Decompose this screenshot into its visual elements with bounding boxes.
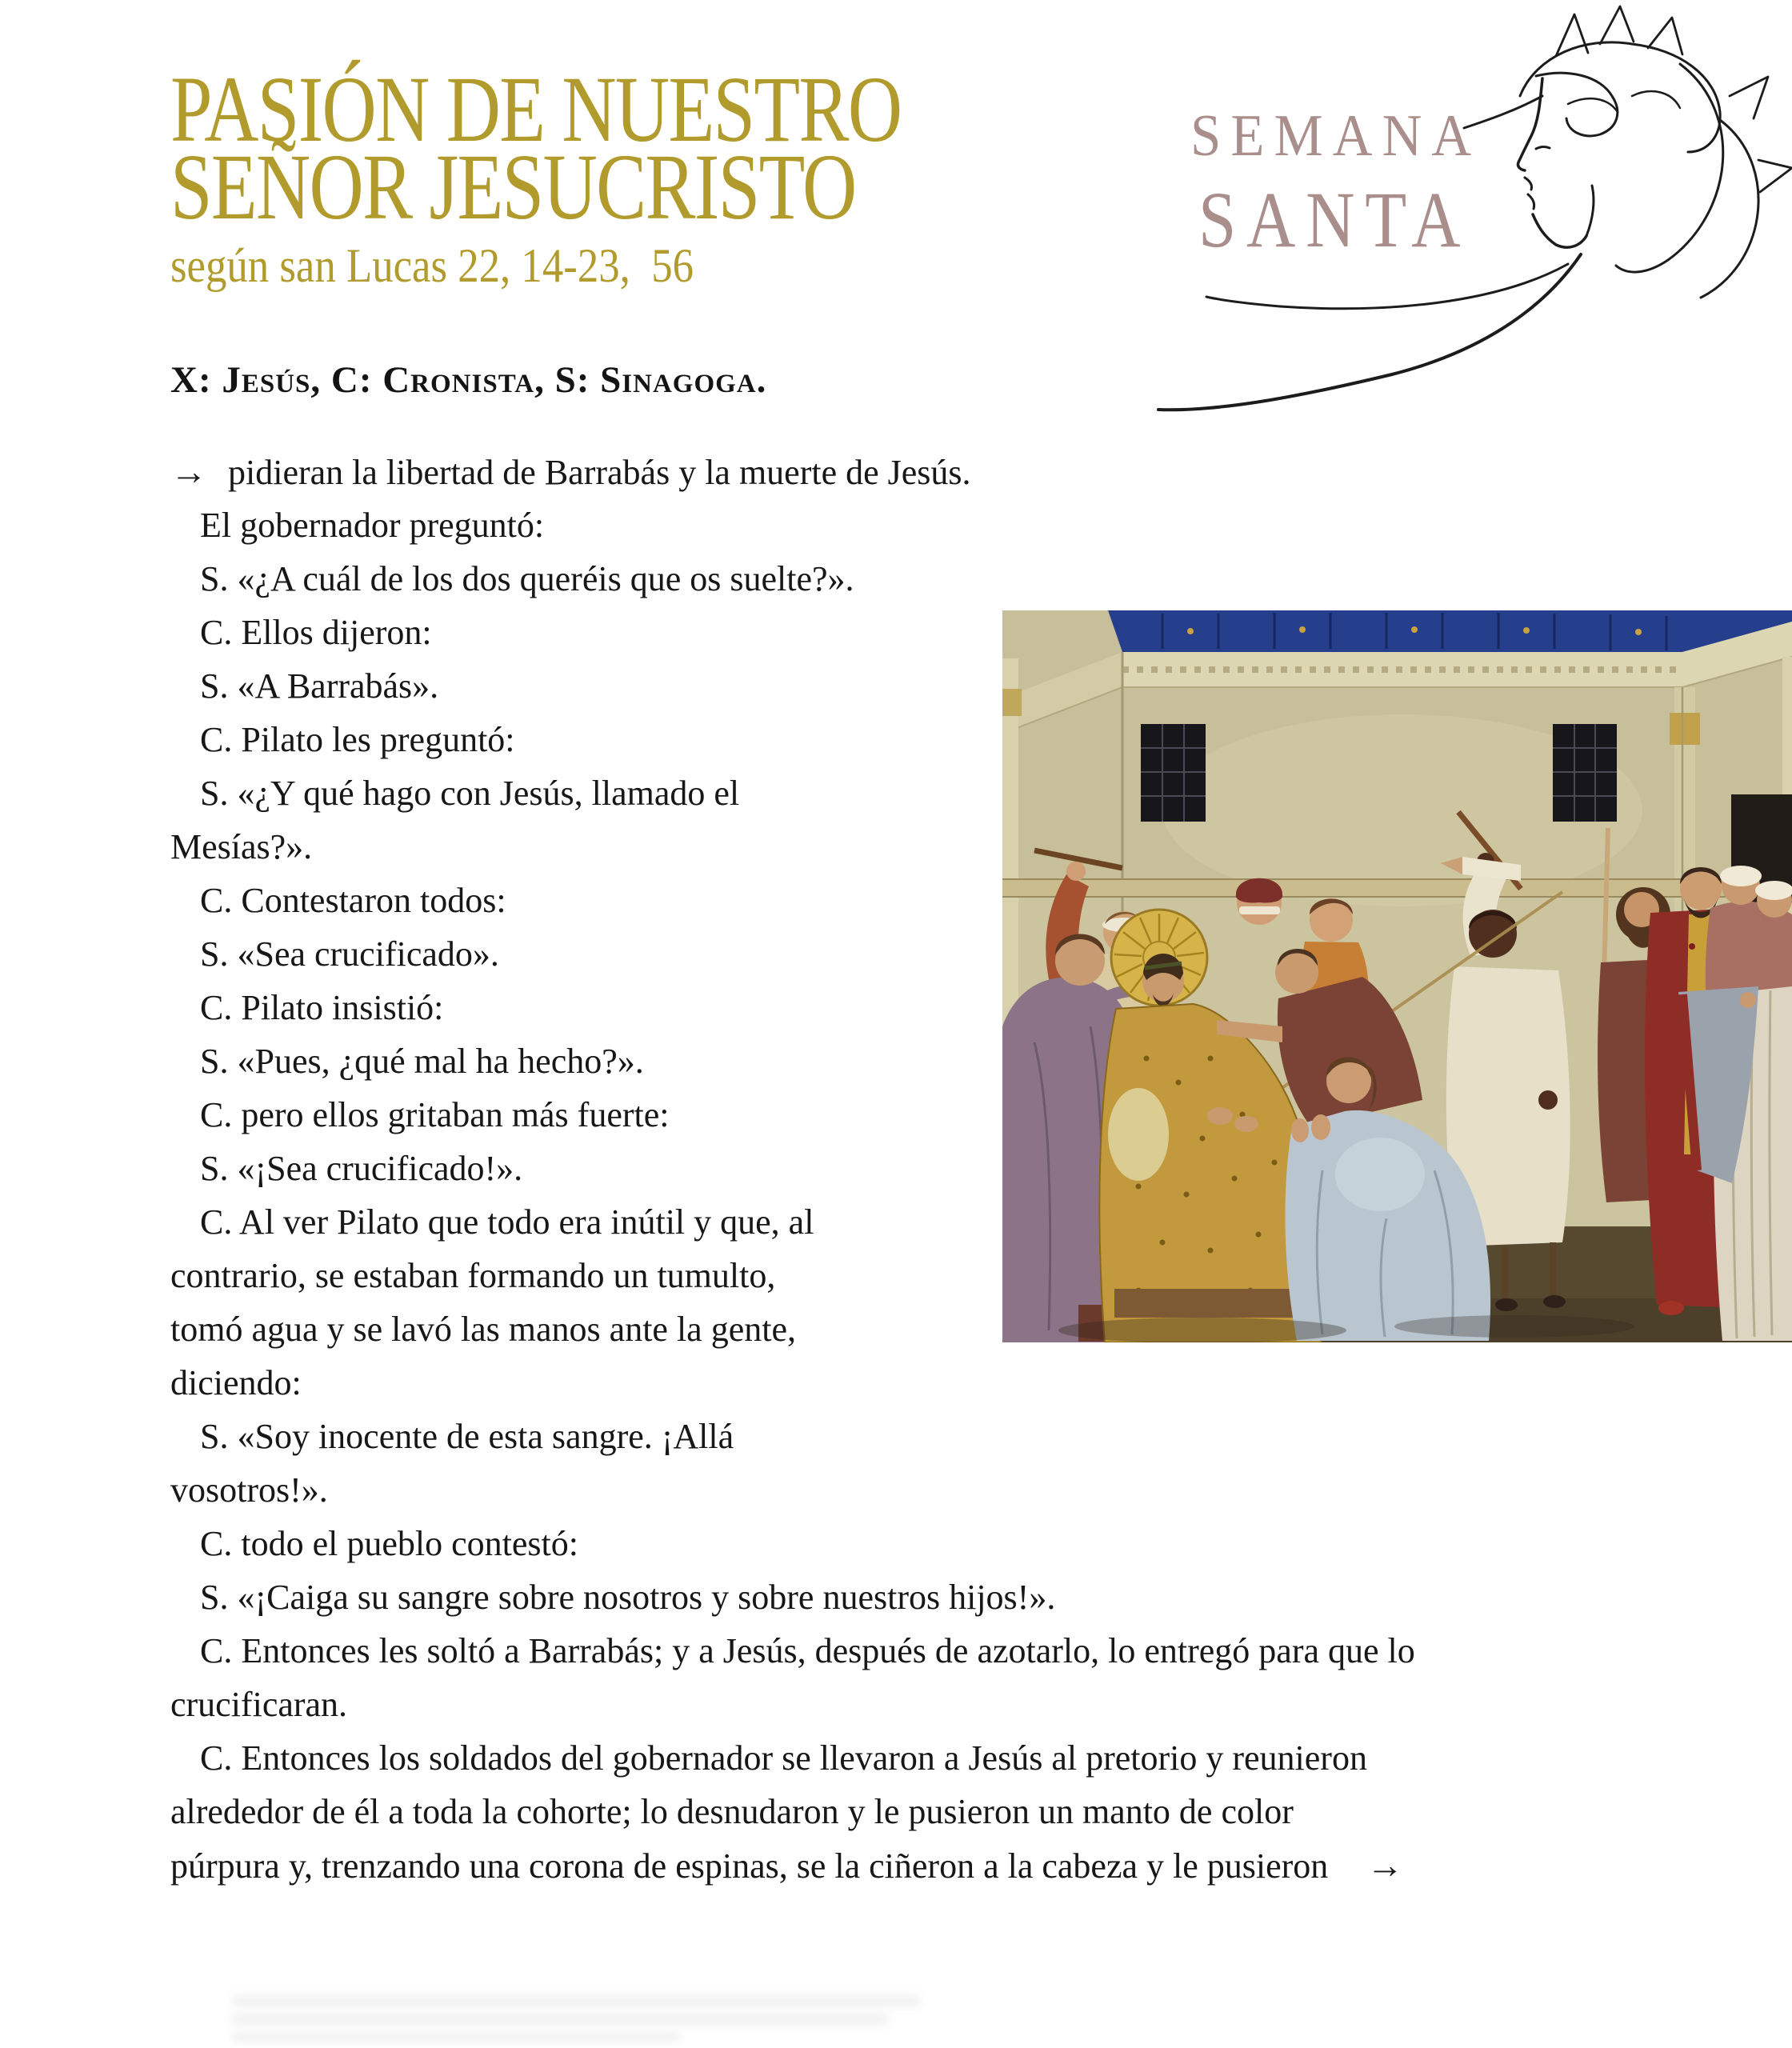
christ-face-line-art-icon [1120,0,1792,436]
reading-line: C. Al ver Pilato que todo era inútil y que, al [200,1202,814,1242]
reading-line: tomó agua y se lavó las manos ante la gente, [170,1310,796,1349]
reading-line: S. «¿Y qué hago con Jesús, llamado el [200,774,740,813]
cast-key-line: X: Jesús, C: Cronista, S: Sinagoga. [170,359,767,401]
logo-word-santa: SANTA [1198,175,1471,264]
reading-line: S. «¡Sea crucificado!». [200,1149,523,1188]
reading-line: C. Pilato insistió: [200,988,444,1027]
page-bleed-through [232,1995,936,2045]
title-line-1: PASIÓN DE NUESTRO [170,57,902,162]
reading-line: S. «Pues, ¿qué mal ha hecho?». [200,1042,644,1081]
reading-line: S. «Soy inocente de esta sangre. ¡Allá [200,1417,734,1456]
reading-line: diciendo: [170,1363,302,1402]
gospel-reference-subtitle: según san Lucas 22, 14-23, 56 [170,239,694,292]
logo-word-semana: SEMANA [1190,103,1482,169]
reading-line: C. todo el pueblo contestó: [200,1524,578,1563]
reading-line: Mesías?». [170,827,313,866]
reading-text [170,445,1714,1892]
reading-line-text: púrpura y, trenzando una corona de espinas, se la ciñeron a la cabeza y le pusieron [170,1846,1329,1886]
reading-line [170,445,1714,498]
reading-line: alrededor de él a toda la cohorte; lo desnudaron y le pusieron un manto de color [170,1792,1294,1831]
page-title [170,57,1084,294]
reading-line: S. «Sea crucificado». [200,934,499,974]
reading-line: S. «A Barrabás». [200,666,439,706]
continuation-arrow-icon: → [170,451,207,492]
reading-line-text: pidieran la libertad de Barrabás y la muerte de Jesús. [228,453,971,492]
reading-line: C. Contestaron todos: [200,881,506,920]
reading-line: crucificaran. [170,1685,348,1724]
reading-line: El gobernador preguntó: [200,506,545,545]
reading-line: contrario, se estaban formando un tumulto, [170,1256,776,1295]
reading-line: vosotros!». [170,1470,328,1510]
reading-line: S. «¿A cuál de los dos queréis que os suelte?». [200,559,854,598]
reading-line: C. Pilato les preguntó: [200,720,515,759]
reading-line: C. Entonces los soldados del gobernador se llevaron a Jesús al pretorio y reunieron [200,1738,1367,1778]
reading-line [170,1838,1714,1892]
reading-line: C. Entonces les soltó a Barrabás; y a Jesús, después de azotarlo, lo entregó para que lo [200,1631,1415,1670]
reading-line: C. pero ellos gritaban más fuerte: [200,1095,670,1134]
reading-line: S. «¡Caiga su sangre sobre nosotros y sobre nuestros hijos!». [200,1578,1056,1617]
reading-line: C. Ellos dijeron: [200,613,432,652]
continuation-arrow-icon: → [1366,1845,1404,1886]
title-line-2: SEÑOR JESUCRISTO [170,134,856,239]
